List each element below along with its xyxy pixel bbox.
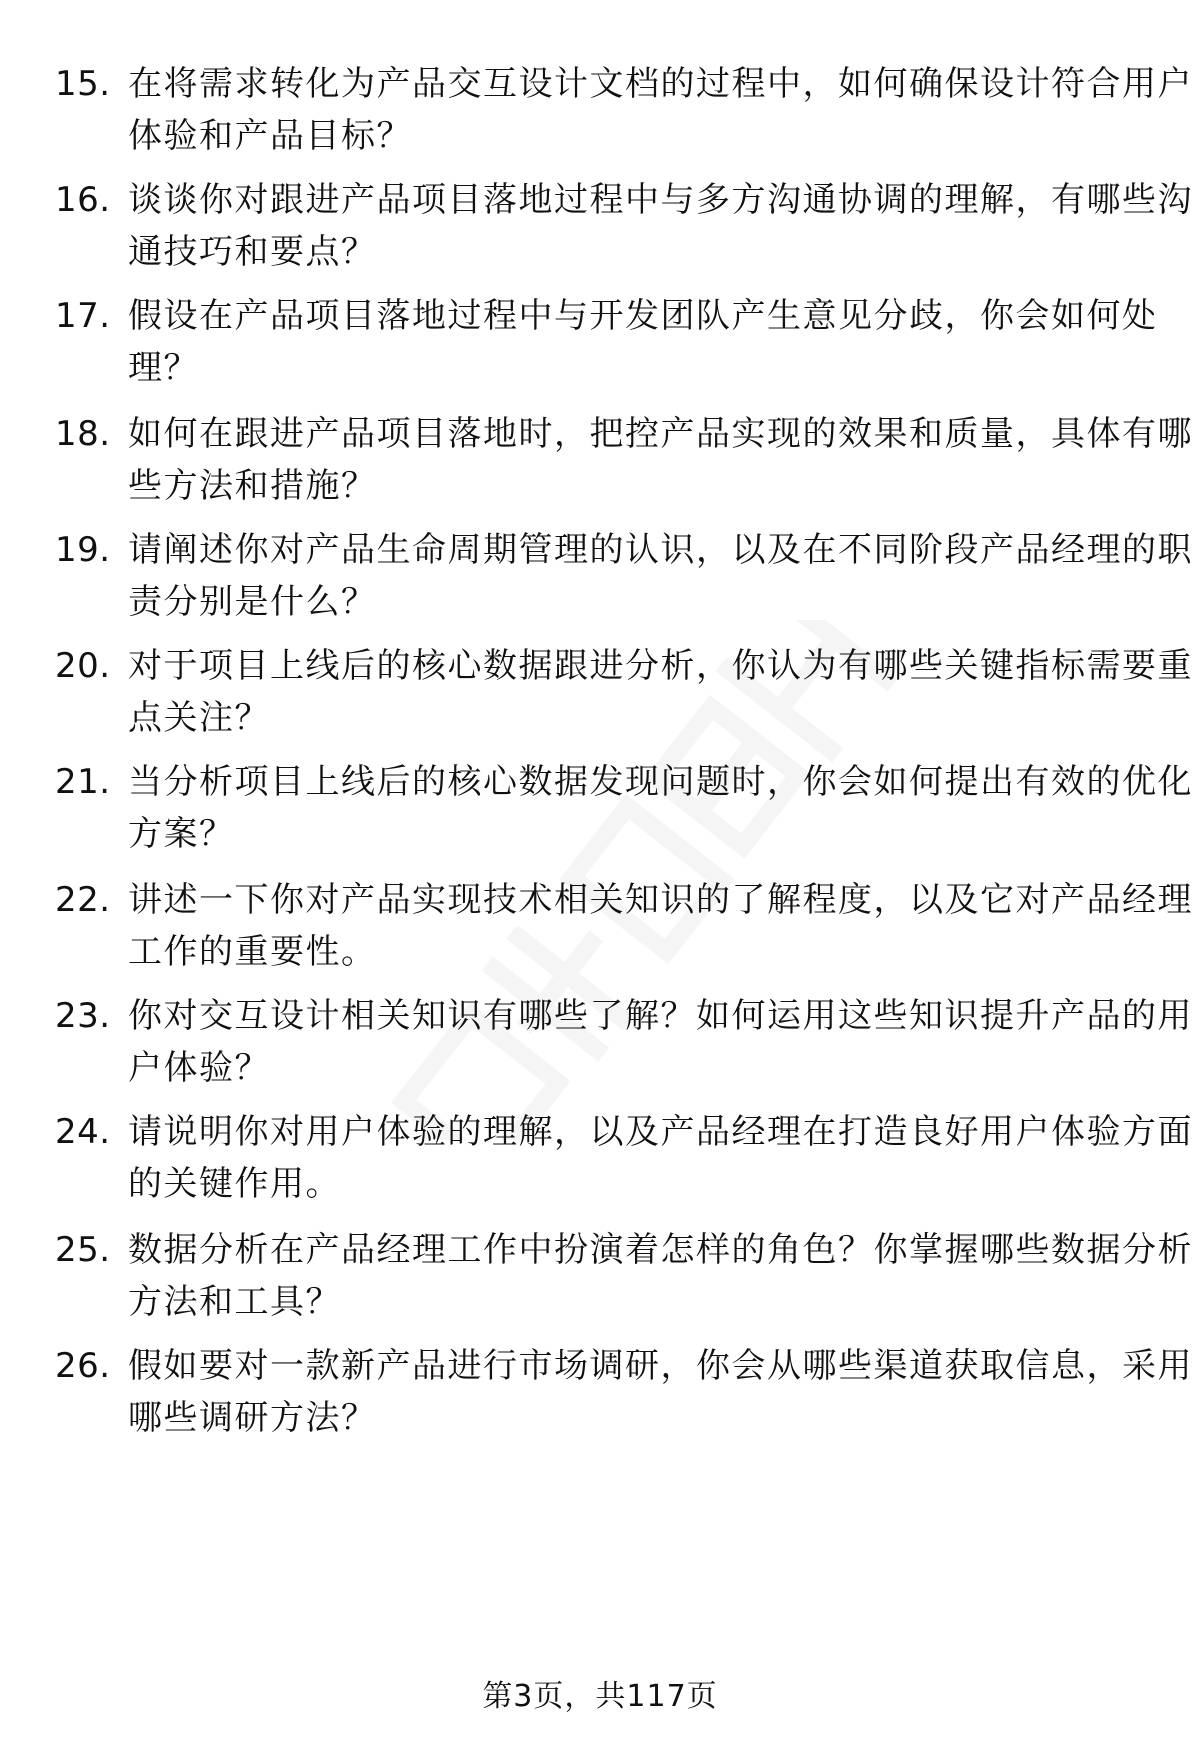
question-text: 当分析项目上线后的核心数据发现问题时，你会如何提出有效的优化方案？ xyxy=(128,762,1193,854)
question-number: 23. xyxy=(55,996,111,1036)
question-number: 16. xyxy=(55,180,111,220)
question-number: 22. xyxy=(55,880,111,920)
question-text: 请阐述你对产品生命周期管理的认识，以及在不同阶段产品经理的职责分别是什么？ xyxy=(128,530,1193,622)
question-item-26 xyxy=(55,1340,1193,1460)
question-text: 在将需求转化为产品交互设计文档的过程中，如何确保设计符合用户体验和产品目标？ xyxy=(128,64,1193,156)
question-text: 谈谈你对跟进产品项目落地过程中与多方沟通协调的理解，有哪些沟通技巧和要点？ xyxy=(128,180,1193,272)
question-number: 24. xyxy=(55,1112,111,1152)
question-number: 25. xyxy=(55,1230,111,1270)
question-number: 21. xyxy=(55,762,111,802)
question-item-15 xyxy=(55,58,1193,178)
question-item-16 xyxy=(55,174,1193,294)
question-number: 20. xyxy=(55,646,111,686)
question-item-23 xyxy=(55,990,1193,1110)
question-number: 17. xyxy=(55,296,111,336)
question-text: 请说明你对用户体验的理解，以及产品经理在打造良好用户体验方面的关键作用。 xyxy=(128,1112,1193,1204)
question-text: 讲述一下你对产品实现技术相关知识的了解程度，以及它对产品经理工作的重要性。 xyxy=(128,880,1193,972)
question-text: 数据分析在产品经理工作中扮演着怎样的角色？你掌握哪些数据分析方法和工具？ xyxy=(128,1230,1193,1322)
question-number: 19. xyxy=(55,530,111,570)
question-text: 假设在产品项目落地过程中与开发团队产生意见分歧，你会如何处理？ xyxy=(128,296,1158,388)
question-item-18 xyxy=(55,408,1193,528)
question-item-24 xyxy=(55,1106,1193,1226)
question-text: 对于项目上线后的核心数据跟进分析，你认为有哪些关键指标需要重点关注？ xyxy=(128,646,1193,738)
question-number: 15. xyxy=(55,64,111,104)
question-item-20 xyxy=(55,640,1193,760)
question-item-25 xyxy=(55,1224,1193,1344)
question-item-22 xyxy=(55,874,1193,994)
page-number-footer: 第3页，共117页 xyxy=(482,1679,718,1714)
question-number: 26. xyxy=(55,1346,111,1386)
question-number: 18. xyxy=(55,414,111,454)
question-item-17 xyxy=(55,290,1158,410)
question-item-21 xyxy=(55,756,1193,876)
question-item-19 xyxy=(55,524,1193,644)
question-text: 假如要对一款新产品进行市场调研，你会从哪些渠道获取信息，采用哪些调研方法？ xyxy=(128,1346,1193,1438)
question-text: 如何在跟进产品项目落地时，把控产品实现的效果和质量，具体有哪些方法和措施？ xyxy=(128,414,1193,506)
question-text: 你对交互设计相关知识有哪些了解？如何运用这些知识提升产品的用户体验？ xyxy=(128,996,1193,1088)
